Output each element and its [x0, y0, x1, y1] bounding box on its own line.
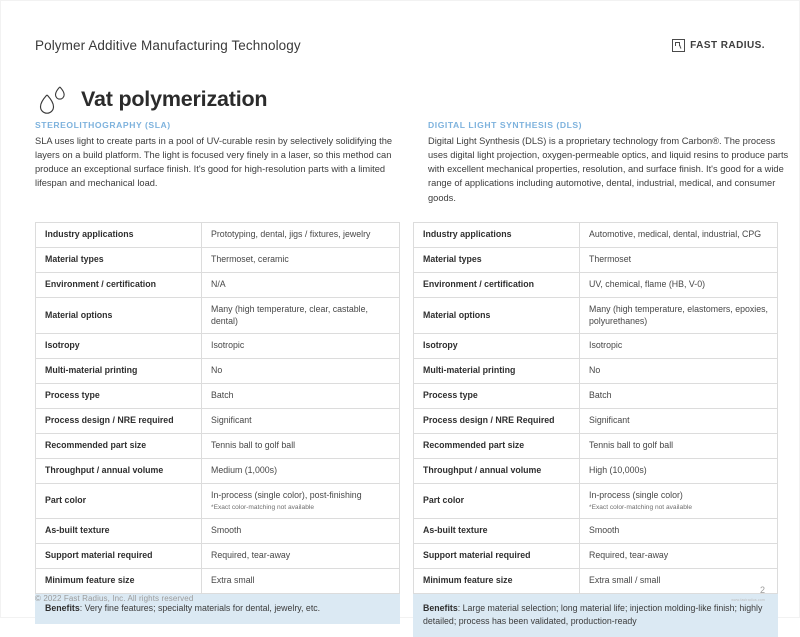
spec-value-text: Significant [211, 415, 252, 425]
spec-value-text: Medium (1,000s) [211, 464, 278, 475]
spec-value-text: Tennis ball to golf ball [211, 439, 296, 450]
spec-value [202, 247, 400, 272]
spec-value [202, 223, 400, 248]
benefits-label: Benefits [423, 602, 458, 613]
spec-value [202, 458, 400, 483]
spec-value-text: Required, tear-away [211, 549, 291, 560]
spec-key: Process type [36, 384, 202, 409]
spec-key: Part color [414, 483, 580, 518]
spec-value-text: Thermoset [589, 253, 632, 264]
spec-value [580, 272, 778, 297]
spec-key: Environment / certification [414, 272, 580, 297]
spec-key: Material options [36, 297, 202, 334]
spec-value-text: Many (high temperature, clear, castable, dental) [211, 303, 368, 326]
spec-key: Process design / NRE Required [414, 409, 580, 434]
spec-value [580, 223, 778, 248]
spec-value [202, 433, 400, 458]
column-heading-sla: STEREOLITHOGRAPHY (SLA) [35, 120, 171, 130]
table-row [414, 409, 778, 434]
spec-value-text: Extra small / small [589, 574, 661, 585]
table-row [36, 272, 400, 297]
spec-key: As-built texture [36, 519, 202, 544]
spec-value [202, 409, 400, 434]
table-row [36, 433, 400, 458]
spec-value-text: Smooth [589, 525, 620, 536]
spec-key: Process type [414, 384, 580, 409]
spec-value-text: In-process (single color) [589, 489, 683, 500]
spec-key: Support material required [414, 543, 580, 568]
page-title: Polymer Additive Manufacturing Technology [35, 37, 301, 53]
benefits-label: Benefits [45, 602, 80, 613]
table-row [414, 543, 778, 568]
table-row [414, 359, 778, 384]
footer-right [731, 586, 765, 603]
spec-key: As-built texture [414, 519, 580, 544]
spec-key: Material options [414, 297, 580, 334]
spec-value [202, 519, 400, 544]
spec-value [202, 359, 400, 384]
spec-value [580, 359, 778, 384]
spec-value-text: Isotropic [211, 340, 245, 351]
table-row [36, 359, 400, 384]
table-row [414, 458, 778, 483]
spec-value [580, 543, 778, 568]
spec-key: Minimum feature size [414, 568, 580, 593]
table-row [414, 519, 778, 544]
spec-value-text: Required, tear-away [589, 549, 669, 560]
table-row [36, 519, 400, 544]
spec-key: Isotropy [414, 334, 580, 359]
spec-value-text: Batch [211, 390, 234, 401]
spec-value [580, 519, 778, 544]
page-number: 2 [759, 585, 765, 596]
table-row [36, 247, 400, 272]
table-row [36, 334, 400, 359]
column-heading-dls: DIGITAL LIGHT SYNTHESIS (DLS) [428, 120, 583, 130]
spec-key: Minimum feature size [36, 568, 202, 593]
spec-value [580, 384, 778, 409]
table-row [414, 433, 778, 458]
spec-value [580, 247, 778, 272]
spec-key: Recommended part size [36, 433, 202, 458]
spec-value [202, 272, 400, 297]
spec-value-text: No [211, 365, 223, 376]
spec-value-note: *Exact color-matching not available [589, 503, 692, 511]
spec-value [580, 297, 778, 334]
benefits-text: : Large material selection; long material life; injection molding-like finish; highly detailed; process has been validated, production-ready [423, 602, 763, 626]
column-sla [35, 120, 400, 205]
spec-key: Support material required [36, 543, 202, 568]
spec-key: Material types [414, 247, 580, 272]
spec-key: Material types [36, 247, 202, 272]
table-row [36, 223, 400, 248]
spec-value-note: *Exact color-matching not available [211, 503, 314, 511]
spec-value-text: Batch [589, 390, 612, 401]
column-description-dls: Digital Light Synthesis (DLS) is a proprietary technology from Carbon®. The process uses digital light projection, oxygen-permeable optics, and liquid resins to produce parts with excellent mechanical properties, resolution, and surface finish. It's good for a wide range of applications including automotive, dental, industrial, medical, and consumer goods. [428, 136, 789, 203]
spec-value-text: In-process (single color), post-finishing [211, 489, 362, 500]
spec-value [580, 433, 778, 458]
spec-value-text: Prototyping, dental, jigs / fixtures, jewelry [211, 229, 371, 239]
spec-key: Environment / certification [36, 272, 202, 297]
copyright-text: © 2022 Fast Radius, Inc. All rights reserved [35, 594, 194, 603]
table-row [414, 297, 778, 334]
spec-value [202, 483, 400, 518]
spec-key: Throughput / annual volume [414, 458, 580, 483]
description-columns [35, 120, 789, 205]
spec-value-text: Thermoset, ceramic [211, 253, 289, 264]
fast-radius-logo [672, 39, 765, 52]
spec-value [580, 334, 778, 359]
spec-value [202, 543, 400, 568]
spec-value [580, 458, 778, 483]
table-row [36, 543, 400, 568]
spec-value-text: Significant [589, 415, 630, 425]
table-row [414, 223, 778, 248]
page-footer [35, 586, 765, 603]
fast-radius-mark-icon [672, 39, 685, 52]
page-header [35, 34, 765, 56]
spec-key: Process design / NRE required [36, 409, 202, 434]
table-row [414, 384, 778, 409]
spec-key: Industry applications [36, 223, 202, 248]
spec-value [580, 483, 778, 518]
spec-key: Industry applications [414, 223, 580, 248]
table-row [36, 384, 400, 409]
spec-value-text: Smooth [211, 525, 242, 536]
spec-value-text: Isotropic [589, 340, 623, 351]
table-row [36, 297, 400, 334]
spec-value-text: Automotive, medical, dental, industrial, CPG [589, 229, 762, 239]
spec-value-text: UV, chemical, flame (HB, V-0) [589, 278, 706, 289]
spec-value-text: Many (high temperature, elastomers, epoxies, polyurethanes) [589, 303, 768, 326]
spec-table-sla [35, 222, 400, 624]
spec-key: Throughput / annual volume [36, 458, 202, 483]
spec-key: Multi-material printing [36, 359, 202, 384]
section-heading: Vat polymerization [81, 87, 268, 112]
brand-name: FAST RADIUS. [690, 39, 765, 51]
table-row [36, 458, 400, 483]
table-row [414, 483, 778, 518]
spec-key: Multi-material printing [414, 359, 580, 384]
spec-value [202, 334, 400, 359]
table-row [414, 334, 778, 359]
table-row [414, 247, 778, 272]
spec-value [202, 297, 400, 334]
spec-value [202, 384, 400, 409]
water-droplets-icon [35, 86, 69, 114]
spec-key: Part color [36, 483, 202, 518]
benefits-text: : Very fine features; specialty materials for dental, jewelry, etc. [79, 602, 321, 613]
column-description-sla: SLA uses light to create parts in a pool of UV-curable resin by selectively solidifying the layers on a build platform. The light is focused very finely in a laser, so this method can produce an exceptional surface finish. It's good for high-resolution parts with a limited lifespan and mechanical load. [35, 136, 393, 189]
spec-value-text: Tennis ball to golf ball [589, 439, 674, 450]
site-url: www.fastradius.com [731, 598, 765, 603]
spec-value-text: High (10,000s) [589, 464, 647, 475]
spec-value-text: N/A [211, 278, 226, 289]
table-row [36, 483, 400, 518]
spec-value-text: No [589, 365, 601, 376]
column-dls [428, 120, 793, 205]
section-title-row [35, 75, 267, 125]
spec-table-dls [413, 222, 778, 637]
table-row [36, 409, 400, 434]
spec-key: Recommended part size [414, 433, 580, 458]
spec-key: Isotropy [36, 334, 202, 359]
spec-value-text: Extra small [211, 574, 255, 585]
table-row [414, 272, 778, 297]
spec-value [580, 409, 778, 434]
